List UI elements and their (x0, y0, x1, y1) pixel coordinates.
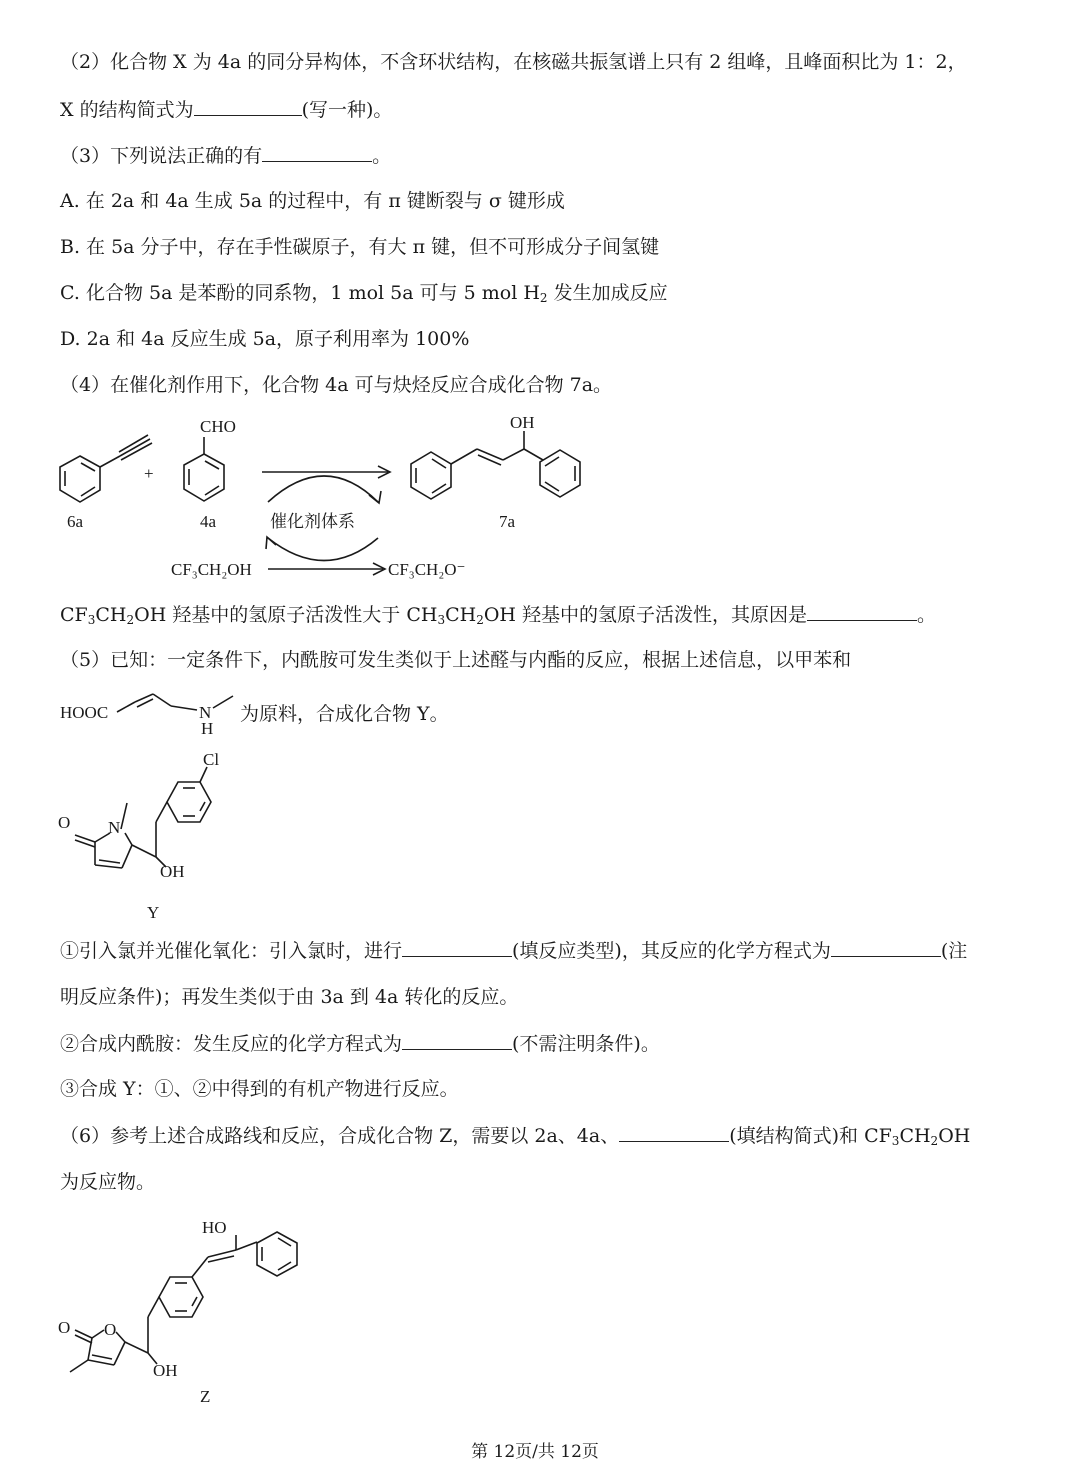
q6-answer-blank[interactable] (619, 1123, 729, 1142)
z-bonds (70, 1232, 297, 1372)
q2-answer-blank[interactable] (194, 97, 302, 116)
q5-step2-text: ②合成内酰胺：发生反应的化学方程式为 (60, 1033, 403, 1055)
q3-option-c-sub: 2 (539, 291, 548, 305)
q5-reaction-type-blank[interactable] (402, 938, 512, 957)
q5-lactam-blank[interactable] (402, 1031, 512, 1050)
q4-reaction-scheme (40, 405, 660, 595)
deprotonation-arrow (268, 563, 385, 575)
q2-line2-tail: (写一种)。 (301, 99, 393, 121)
q5-step1-cont: 明反应条件)；再发生类似于由 3a 到 4a 转化的反应。 (60, 986, 519, 1008)
compound-y-structure (50, 745, 240, 925)
q3-answer-blank[interactable] (262, 143, 372, 162)
q4-question-part: CH (95, 604, 127, 626)
y-label: Y (147, 903, 160, 922)
q4-question-sub: 2 (126, 613, 135, 627)
q6-sub: 3 (891, 1134, 900, 1148)
q3-option-a: A. 在 2a 和 4a 生成 5a 的过程中，有 π 键断裂与 σ 键形成 (60, 190, 565, 212)
reagent-chain (117, 694, 233, 712)
z-ho-label: HO (202, 1218, 227, 1237)
q6-text: （6）参考上述合成路线和反应，合成化合物 Z，需要以 2a、4a、 (60, 1125, 620, 1147)
q3-stem (60, 143, 391, 168)
q4-question-part: CH (445, 604, 477, 626)
q4-question-part: CF (60, 604, 88, 626)
q6-sub: 2 (930, 1134, 939, 1148)
q2-line2 (60, 97, 392, 122)
q5-step1-text: ①引入氯并光催化氧化：引入氯时，进行 (60, 940, 403, 962)
cf3ch2o-label: CF₃CH₂O⁻ (388, 560, 466, 579)
q6-text: OH (938, 1125, 971, 1147)
compound-7a-structure (411, 431, 580, 499)
compound-4a-structure (184, 437, 224, 501)
cf3ch2oh-label: CF₃CH₂OH (171, 560, 252, 579)
label-6a: 6a (67, 512, 84, 531)
q3-option-c-tail: 发生加成反应 (547, 282, 668, 304)
z-oh-label: OH (153, 1361, 178, 1380)
q5-reagent-structure (55, 682, 245, 738)
n-label: N (199, 703, 212, 722)
q4-question-sub: 3 (87, 613, 96, 627)
cl-label: Cl (203, 750, 220, 769)
q3-option-c (60, 281, 668, 305)
y-n-label: N (108, 818, 121, 837)
z-label: Z (200, 1387, 211, 1405)
q3-option-c-text: C. 化合物 5a 是苯酚的同系物，1 mol 5a 可与 5 mol H (60, 282, 540, 304)
q5-step1-text: (填反应类型)，其反应的化学方程式为 (512, 940, 831, 962)
z-o-ring-label: O (104, 1320, 117, 1339)
page-footer: 第 12页/共 12页 (471, 1442, 599, 1462)
q3-option-b: B. 在 5a 分子中，存在手性碳原子，有大 π 键，但不可形成分子间氢键 (60, 236, 660, 258)
q6-stem (60, 1123, 970, 1148)
q4-question-sub: 2 (476, 613, 484, 627)
q2-line2-text: X 的结构简式为 (60, 99, 194, 121)
z-o-carbonyl-label: O (58, 1318, 71, 1337)
q5-step2-text: (不需注明条件)。 (512, 1033, 660, 1055)
plus-sign: + (144, 464, 154, 483)
q4-answer-blank[interactable] (807, 602, 917, 621)
q5-step1-text: (注 (940, 940, 968, 962)
q5-step3: ③合成 Y：①、②中得到的有机产物进行反应。 (60, 1078, 459, 1100)
y-bonds (75, 767, 211, 868)
cho-label: CHO (200, 417, 236, 436)
label-4a: 4a (200, 512, 217, 531)
q4-question-part: OH 羟基中的氢原子活泼性大于 CH (134, 604, 438, 626)
q5-reagent-tail: 为原料，合成化合物 Y。 (240, 703, 449, 725)
q3-option-d: D. 2a 和 4a 反应生成 5a，原子利用率为 100% (60, 328, 470, 350)
q6-line2: 为反应物。 (60, 1171, 156, 1193)
oh-label: OH (510, 413, 535, 432)
y-o-label: O (58, 813, 71, 832)
q3-stem-tail: 。 (372, 145, 392, 167)
q5-equation-blank[interactable] (831, 938, 941, 957)
q5-step1 (60, 938, 967, 963)
compound-6a-structure (60, 435, 152, 502)
q3-stem-text: （3）下列说法正确的有 (60, 145, 263, 167)
y-oh-label: OH (160, 862, 185, 881)
q4-question-sub: 3 (437, 613, 446, 627)
q4-question-part: 。 (917, 604, 937, 626)
compound-z-structure (50, 1205, 330, 1405)
label-7a: 7a (499, 512, 516, 531)
catalyst-label: 催化剂体系 (270, 512, 355, 531)
q6-text: CH (899, 1125, 931, 1147)
q4-question (60, 602, 936, 627)
hooc-label: HOOC (60, 703, 109, 722)
q5-step2 (60, 1031, 660, 1056)
h-label: H (201, 719, 214, 738)
q6-text: (填结构简式)和 CF (729, 1125, 892, 1147)
q2-line1: （2）化合物 X 为 4a 的同分异构体，不含环状结构，在核磁共振氢谱上只有 2 组峰，且峰面积比为 1：2， (60, 51, 967, 73)
q5-stem: （5）已知：一定条件下，内酰胺可发生类似于上述醛与内酯的反应，根据上述信息，以甲苯和 (60, 649, 852, 671)
q4-stem: （4）在催化剂作用下，化合物 4a 可与炔烃反应合成化合物 7a。 (60, 374, 613, 396)
q4-question-part: OH 羟基中的氢原子活泼性，其原因是 (483, 604, 808, 626)
